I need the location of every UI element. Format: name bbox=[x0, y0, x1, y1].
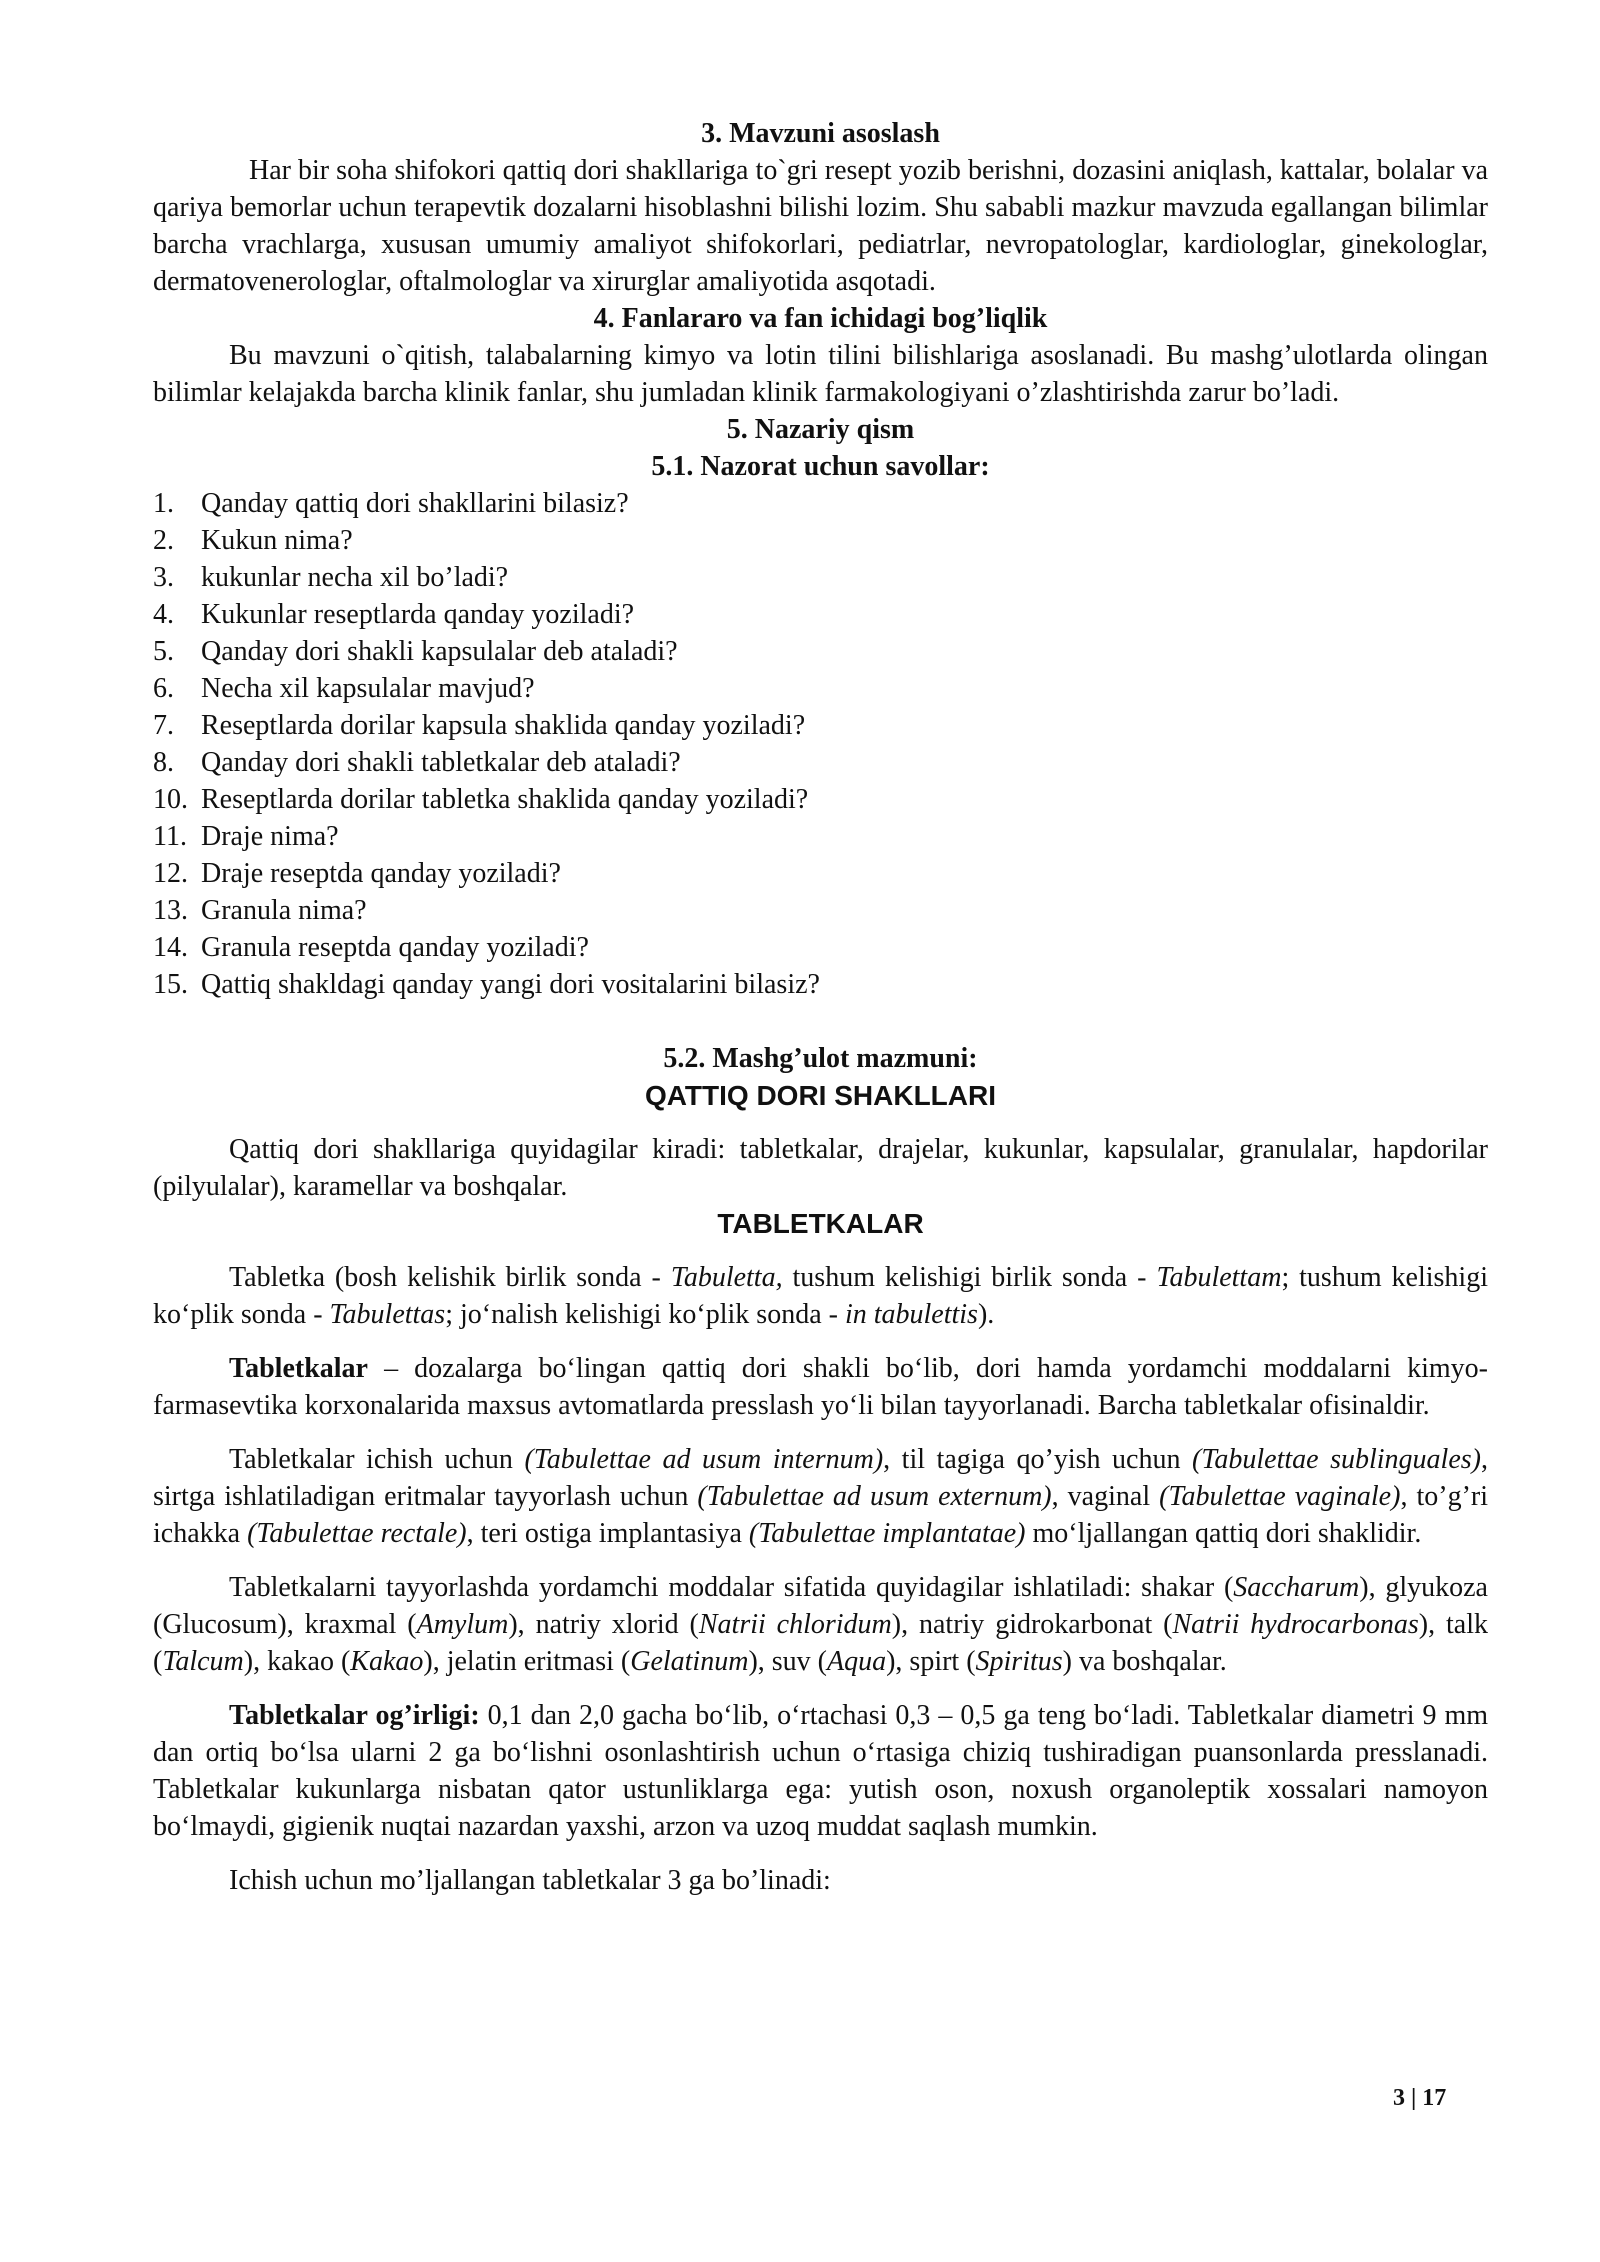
page-content bbox=[153, 115, 1488, 1899]
section-5-1-heading: 5.1. Nazorat uchun savollar: bbox=[651, 451, 990, 482]
section-3-heading: 3. Mavzuni asoslash bbox=[701, 118, 940, 149]
section-4-body: Bu mavzuni o`qitish, talabalarning kimyo va lotin tilini bilishlariga asoslanadi. Bu mashg’ulotlarda olingan bilimlar kelajakda barcha klinik fanlar, shu jumladan klinik farmakologiyani o’zlashtirishda zarur bo’ladi. bbox=[153, 340, 1488, 408]
intro-paragraph: Qattiq dori shakllariga quyidagilar kiradi: tabletkalar, drajelar, kukunlar, kapsulalar, granulalar, hapdorilar (pilyulalar), karamellar va boshqalar. bbox=[153, 1134, 1488, 1202]
list-item: 4. Kukunlar reseptlarda qanday yoziladi? bbox=[153, 599, 635, 630]
section-title: QATTIQ DORI SHAKLLARI bbox=[644, 1080, 996, 1111]
list-item: 10. Reseptlarda dorilar tabletka shaklida qanday yoziladi? bbox=[153, 784, 809, 815]
list-item: 11. Draje nima? bbox=[153, 821, 339, 852]
paragraph-types: Tabletkalar ichish uchun (Tabulettae ad usum internum), til tagiga qo’yish uchun (Tabulettae sublinguales), sirtga ishlatiladigan eritmalar tayyorlash uchun (Tabulettae ad usum externum), vaginal (Tabulettae vaginale), to’g’ri ichakka (Tabulettae rectale), teri ostiga implantasiya (Tabulettae implantatae) mo‘ljallangan qattiq dori shaklidir. bbox=[153, 1444, 1489, 1549]
list-item: 13. Granula nima? bbox=[153, 895, 367, 926]
section-5-2-heading: 5.2. Mashg’ulot mazmuni: bbox=[663, 1043, 978, 1074]
questions-list bbox=[153, 485, 1488, 1003]
list-item: 1. Qanday qattiq dori shakllarini bilasiz? bbox=[153, 488, 629, 519]
paragraph-weight: Tabletkalar og’irligi: 0,1 dan 2,0 gacha bo‘lib, o‘rtachasi 0,3 – 0,5 ga teng bo‘ladi. Tabletkalar diametri 9 mm dan ortiq bo‘lsa ularni 2 ga bo‘lishni osonlashtirish uchun o‘rtasiga chiziq tushiradigan puansonlarda presslanadi. Tabletkalar kukunlarga nisbatan qator ustunliklarga ega: yutish oson, noxush organoleptik xossalari namoyon bo‘lmaydi, gigienik nuqtai nazardan yaxshi, arzon va uzoq muddat saqlash mumkin. bbox=[153, 1700, 1488, 1842]
paragraph-tabletka-cases: Tabletka (bosh kelishik birlik sonda - Tabuletta, tushum kelishigi birlik sonda - Tabulettam; tushum kelishigi ko‘plik sonda - Tabulettas; jo‘nalish kelishigi ko‘plik sonda - in tabulettis). bbox=[153, 1262, 1488, 1330]
list-item: 7. Reseptlarda dorilar kapsula shaklida qanday yoziladi? bbox=[153, 710, 806, 741]
list-item: 15. Qattiq shakldagi qanday yangi dori vositalarini bilasiz? bbox=[153, 969, 820, 1000]
list-item: 8. Qanday dori shakli tabletkalar deb ataladi? bbox=[153, 747, 681, 778]
page-number: 3 | 17 bbox=[1393, 2085, 1447, 2111]
list-item: 6. Necha xil kapsulalar mavjud? bbox=[153, 673, 535, 704]
paragraph-excipients: Tabletkalarni tayyorlashda yordamchi moddalar sifatida quyidagilar ishlatiladi: shakar (Saccharum), glyukoza (Glucosum), kraxmal (Amylum), natriy xlorid (Natrii chloridum), natriy gidrokarbonat (Natrii hydrocarbonas), talk (Talcum), kakao (Kakao), jelatin eritmasi (Gelatinum), suv (Aqua), spirt (Spiritus) va boshqalar. bbox=[153, 1572, 1488, 1677]
list-item: 14. Granula reseptda qanday yoziladi? bbox=[153, 932, 589, 963]
section-3-body: Har bir soha shifokori qattiq dori shakllariga to`gri resept yozib berishni, dozasini aniqlash, kattalar, bolalar va qariya bemorlar uchun terapevtik dozalarni hisoblashni bilishi lozim. Shu sababli mazkur mavzuda egallangan bilimlar barcha vrachlarga, xususan umumiy amaliyot shifokorlari, pediatrlar, nevropatologlar, kardiologlar, ginekologlar, dermatovenerologlar, oftalmologlar va xirurglar amaliyotida asqotadi. bbox=[153, 155, 1488, 297]
list-item: 12. Draje reseptda qanday yoziladi? bbox=[153, 858, 561, 889]
paragraph-oral: Ichish uchun mo’ljallangan tabletkalar 3 ga bo’linadi: bbox=[229, 1865, 831, 1896]
paragraph-definition: Tabletkalar – dozalarga bo‘lingan qattiq dori shakli bo‘lib, dori hamda yordamchi moddalarni kimyo-farmasevtika korxonalarida maxsus avtomatlarda presslash yo‘li bilan tayyorlanadi. Barcha tabletkalar ofisinaldir. bbox=[153, 1353, 1488, 1421]
section-4-heading: 4. Fanlararo va fan ichidagi bog’liqlik bbox=[593, 303, 1048, 334]
tabletkalar-heading: TABLETKALAR bbox=[717, 1208, 924, 1239]
section-5-heading: 5. Nazariy qism bbox=[726, 414, 915, 445]
list-item: 2. Kukun nima? bbox=[153, 525, 353, 556]
list-item: 3. kukunlar necha xil bo’ladi? bbox=[153, 562, 509, 593]
list-item: 5. Qanday dori shakli kapsulalar deb ataladi? bbox=[153, 636, 678, 667]
